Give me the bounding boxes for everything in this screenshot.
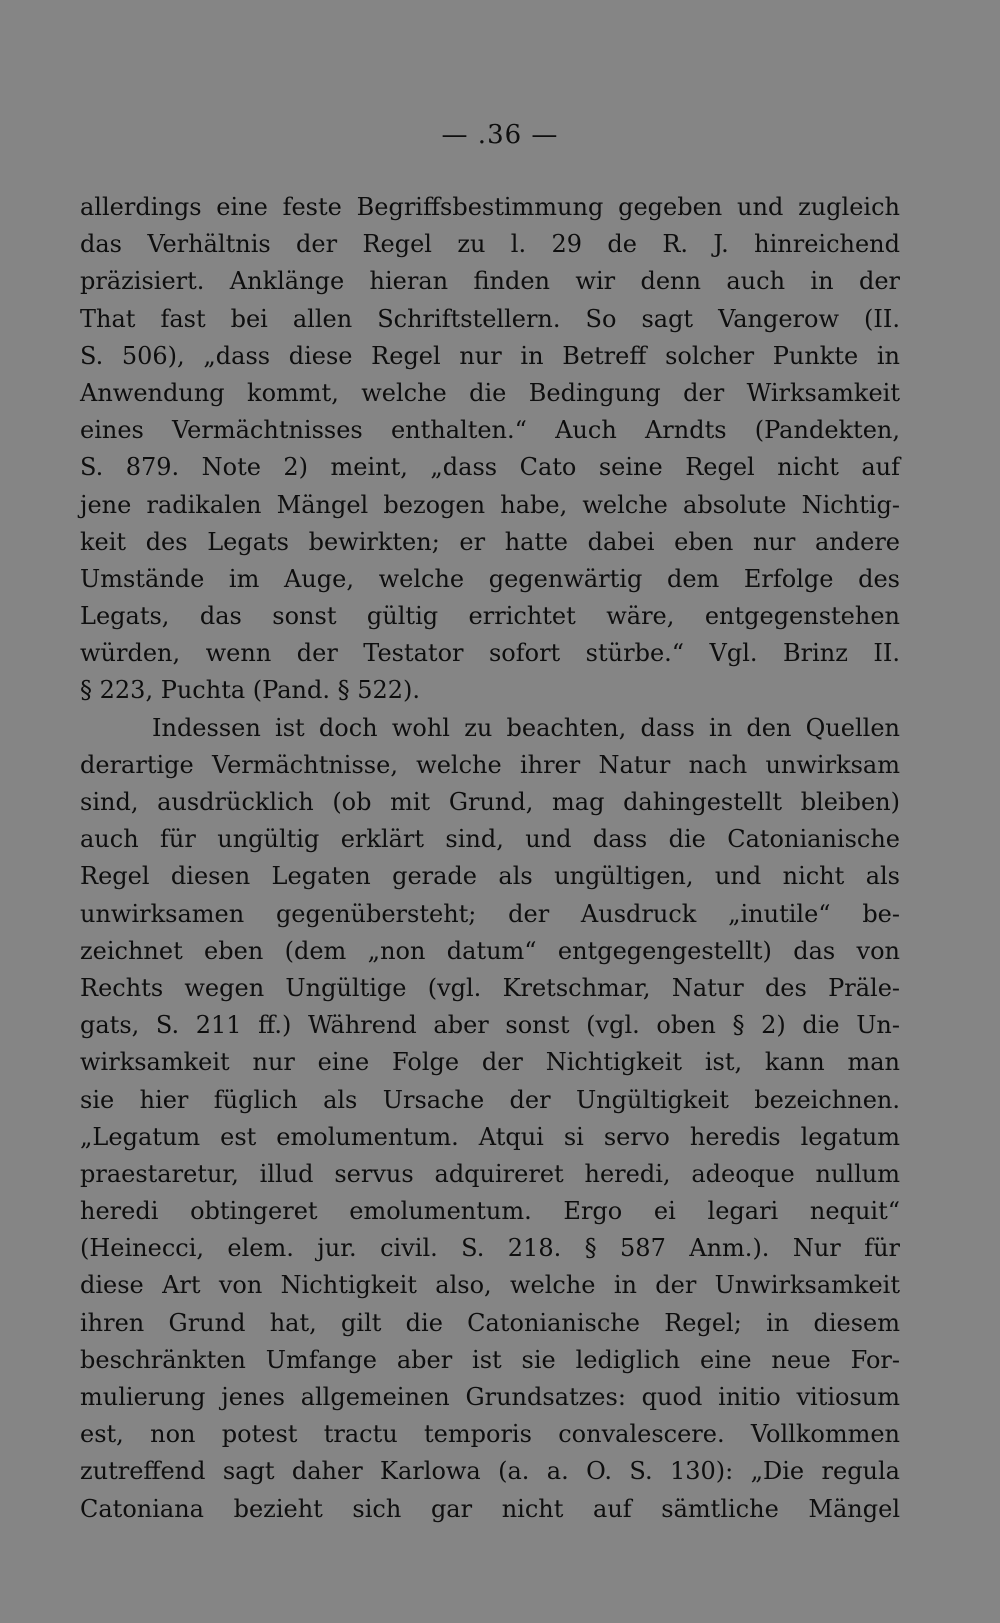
text-line: heredi obtingeret emolumentum. Ergo ei legari nequit“ xyxy=(80,1197,900,1226)
text-line: würden, wenn der Testator sofort stürbe.“ Vgl. Brinz II. xyxy=(80,639,900,668)
text-line: Umstände im Auge, welche gegenwärtig dem Erfolge des xyxy=(80,564,900,593)
text-line: est, non potest tractu temporis convalescere. Vollkommen xyxy=(80,1420,900,1449)
text-line: Anwendung kommt, welche die Bedingung der Wirksamkeit xyxy=(80,378,900,407)
text-line: wirksamkeit nur eine Folge der Nichtigkeit ist, kann man xyxy=(80,1048,900,1077)
text-line: Regel diesen Legaten gerade als ungültigen, und nicht als xyxy=(80,862,900,891)
text-line: allerdings eine feste Begriffsbestimmung gegeben und zugleich xyxy=(80,193,900,221)
page-number: — .36 — xyxy=(441,120,559,150)
body-text xyxy=(80,189,900,1528)
text-line: praestaretur, illud servus adquireret heredi, adeoque nullum xyxy=(80,1159,900,1188)
text-line: derartige Vermächtnisse, welche ihrer Natur nach unwirksam xyxy=(80,750,900,779)
text-line: ihren Grund hat, gilt die Catonianische Regel; in diesem xyxy=(80,1308,900,1337)
text-line: zutreffend sagt daher Karlowa (a. a. O. S. 130): „Die regula xyxy=(80,1457,900,1486)
text-line: Catoniana bezieht sich gar nicht auf sämtliche Mängel xyxy=(80,1494,900,1523)
text-line: zeichnet eben (dem „non datum“ entgegengestellt) das von xyxy=(80,936,900,965)
text-line: S. 506), „dass diese Regel nur in Betreff solcher Punkte in xyxy=(80,341,900,370)
text-line: „Legatum est emolumentum. Atqui si servo heredis legatum xyxy=(80,1122,900,1151)
text-line: präzisiert. Anklänge hieran finden wir denn auch in der xyxy=(80,267,900,296)
text-line: eines Vermächtnisses enthalten.“ Auch Arndts (Pandekten, xyxy=(80,416,900,445)
text-line: S. 879. Note 2) meint, „dass Cato seine Regel nicht auf xyxy=(80,453,900,482)
text-line: sie hier füglich als Ursache der Ungültigkeit bezeichnen. xyxy=(80,1085,900,1114)
text-line: das Verhältnis der Regel zu l. 29 de R. J. hinreichend xyxy=(80,230,900,259)
text-line: mulierung jenes allgemeinen Grundsatzes: quod initio vitiosum xyxy=(80,1383,900,1411)
text-line: (Heinecci, elem. jur. civil. S. 218. § 587 Anm.). Nur für xyxy=(80,1234,900,1263)
text-line: jene radikalen Mängel bezogen habe, welche absolute Nichtig- xyxy=(80,490,900,519)
text-line: Indessen ist doch wohl zu beachten, dass in den Quellen xyxy=(152,713,900,742)
text-line: § 223, Puchta (Pand. § 522). xyxy=(80,676,421,705)
text-line: Rechts wegen Ungültige (vgl. Kretschmar, Natur des Präle- xyxy=(80,973,900,1002)
text-line: beschränkten Umfange aber ist sie lediglich eine neue For- xyxy=(80,1345,900,1374)
text-line: gats, S. 211 ff.) Während aber sonst (vgl. oben § 2) die Un- xyxy=(80,1011,900,1040)
text-line: diese Art von Nichtigkeit also, welche in der Unwirksamkeit xyxy=(80,1271,900,1300)
text-line: keit des Legats bewirkten; er hatte dabei eben nur andere xyxy=(80,527,900,556)
text-line: unwirksamen gegenübersteht; der Ausdruck „inutile“ be- xyxy=(80,899,900,928)
text-line: auch für ungültig erklärt sind, und dass die Catonianische xyxy=(80,825,900,854)
text-line: That fast bei allen Schriftstellern. So sagt Vangerow (II. xyxy=(80,304,900,333)
text-line: Legats, das sonst gültig errichtet wäre, entgegenstehen xyxy=(80,602,900,631)
text-line: sind, ausdrücklich (ob mit Grund, mag dahingestellt bleiben) xyxy=(80,788,900,816)
